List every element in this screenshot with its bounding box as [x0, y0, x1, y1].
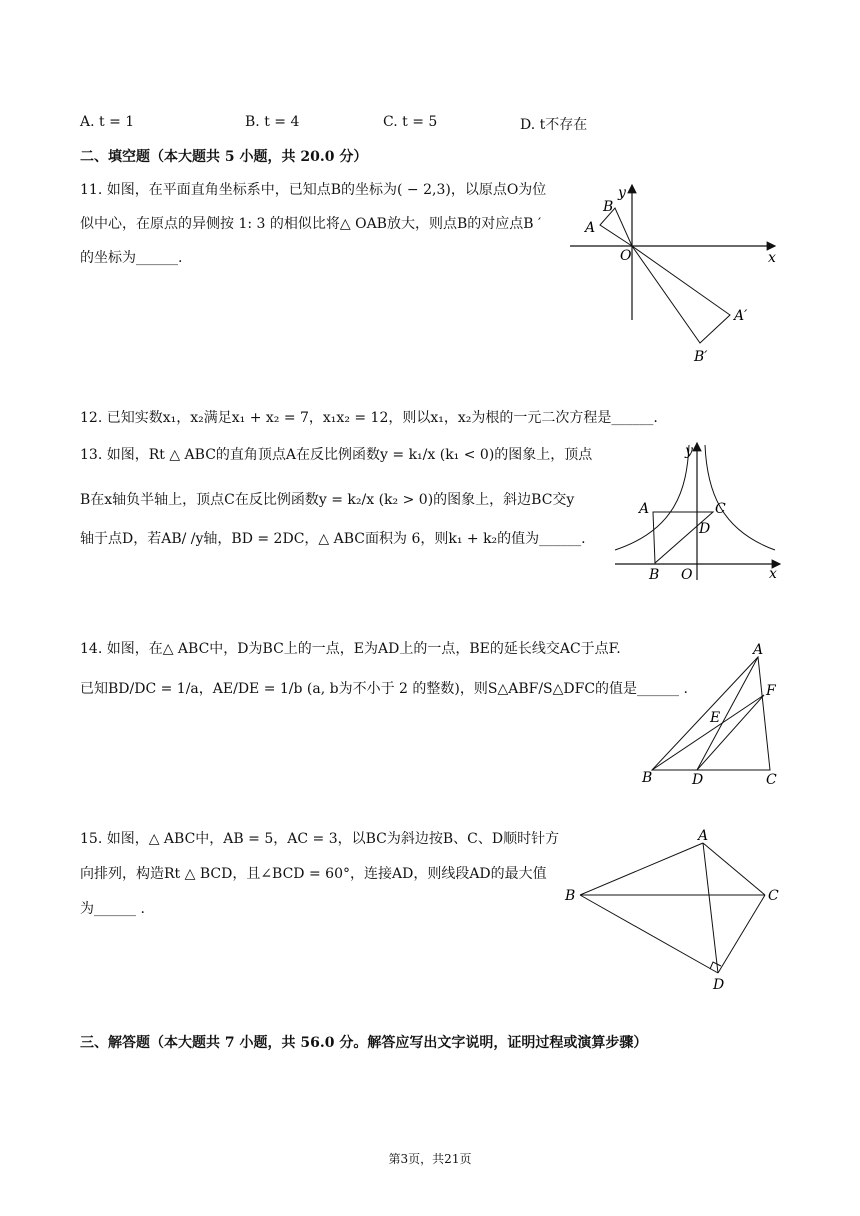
q11-label-a-prime: A′: [734, 308, 748, 324]
q14-segment-ad: [697, 657, 758, 770]
q14-label-e: E: [710, 710, 721, 726]
q11-line-2: 似中心，在原点的异侧按 1: 3 的相似比将△ OAB放大，则点B的对应点B ′: [80, 216, 542, 232]
section-2-heading: 二、填空题（本大题共 5 小题，共 20.0 分）: [80, 149, 368, 165]
q15-segment-cd: [718, 895, 765, 973]
q15-segment-ac: [703, 843, 765, 895]
option-a: A. t = 1: [80, 114, 135, 130]
q13-curve-right: [705, 445, 775, 550]
q14-segment-df: [697, 695, 764, 770]
q13-label-y: y: [685, 443, 693, 459]
q15-segment-ad: [703, 843, 718, 973]
section-3-heading: 三、解答题（本大题共 7 小题，共 56.0 分。解答应写出文字说明，证明过程或演算步骤）: [80, 1035, 648, 1051]
q13-figure: [605, 435, 790, 585]
q14-line-1: 14. 如图，在△ ABC中，D为BC上的一点，E为AD上的一点，BE的延长线交AC于点F.: [80, 641, 621, 657]
option-c: C. t = 5: [383, 114, 438, 130]
q15-label-c: C: [768, 888, 779, 904]
q15-segment-bd: [580, 895, 718, 973]
q15-segment-ab: [580, 843, 703, 895]
q14-label-c: C: [766, 772, 777, 788]
q11-label-b: B: [603, 199, 614, 215]
q14-figure: [640, 640, 790, 790]
q11-label-x: x: [768, 250, 776, 266]
q11-label-o: O: [620, 248, 632, 264]
q11-line-3: 的坐标为______.: [80, 250, 183, 266]
q14-label-b: B: [642, 770, 653, 786]
q13-curve-left: [615, 445, 689, 550]
q12-line-1: 12. 已知实数x₁，x₂满足x₁ + x₂ = 7，x₁x₂ = 12，则以x₁，x₂为根的一元二次方程是______.: [80, 410, 658, 426]
option-d: D. t不存在: [520, 117, 588, 133]
q14-label-d: D: [692, 772, 704, 788]
q13-label-b: B: [649, 567, 660, 583]
q14-label-a: A: [753, 642, 764, 658]
q13-label-o: O: [681, 567, 693, 583]
q15-line-2: 向排列，构造Rt △ BCD，且∠BCD = 60°，连接AD，则线段AD的最大值: [80, 866, 547, 882]
q13-line-1: 13. 如图，Rt △ ABC的直角顶点A在反比例函数y = k₁/x (k₁ < 0)的图象上，顶点: [80, 447, 593, 463]
q13-label-a: A: [639, 501, 650, 517]
q11-large-triangle: [632, 246, 730, 343]
q13-line-2: B在x轴负半轴上，顶点C在反比例函数y = k₂/x (k₂ > 0)的图象上，斜边BC交y: [80, 492, 575, 508]
q13-label-c: C: [715, 501, 726, 517]
q15-label-b: B: [565, 888, 576, 904]
q11-label-a: A: [585, 220, 596, 236]
q13-label-x: x: [769, 566, 777, 582]
q15-line-1: 15. 如图，△ ABC中，AB = 5，AC = 3，以BC为斜边按B、C、D顺时针方: [80, 831, 560, 847]
q15-figure: [560, 825, 790, 995]
page-number: 第3页，共21页: [388, 1152, 472, 1166]
q13-line-3: 轴于点D，若AB/ /y轴，BD = 2DC，△ ABC面积为 6，则k₁ + k₂的值为______.: [80, 531, 586, 547]
q11-label-y: y: [618, 185, 626, 201]
q14-segment-bf: [652, 695, 764, 770]
option-b: B. t = 4: [245, 114, 300, 130]
q15-right-angle-mark: [710, 962, 721, 969]
q13-label-d: D: [699, 521, 711, 537]
q15-label-d: D: [713, 977, 725, 993]
q13-triangle: [653, 512, 713, 563]
q15-line-3: 为______ .: [80, 901, 145, 917]
q15-label-a: A: [698, 828, 709, 844]
q11-line-1: 11. 如图，在平面直角坐标系中，已知点B的坐标为( − 2,3)，以原点O为位: [80, 182, 547, 198]
q14-label-f: F: [766, 683, 776, 699]
q14-line-2: 已知BD/DC = 1/a，AE/DE = 1/b (a, b为不小于 2 的整数)，则S△ABF/S△DFC的值是______ .: [80, 681, 688, 697]
q11-figure: [570, 180, 790, 370]
q11-label-b-prime: B′: [694, 349, 708, 365]
